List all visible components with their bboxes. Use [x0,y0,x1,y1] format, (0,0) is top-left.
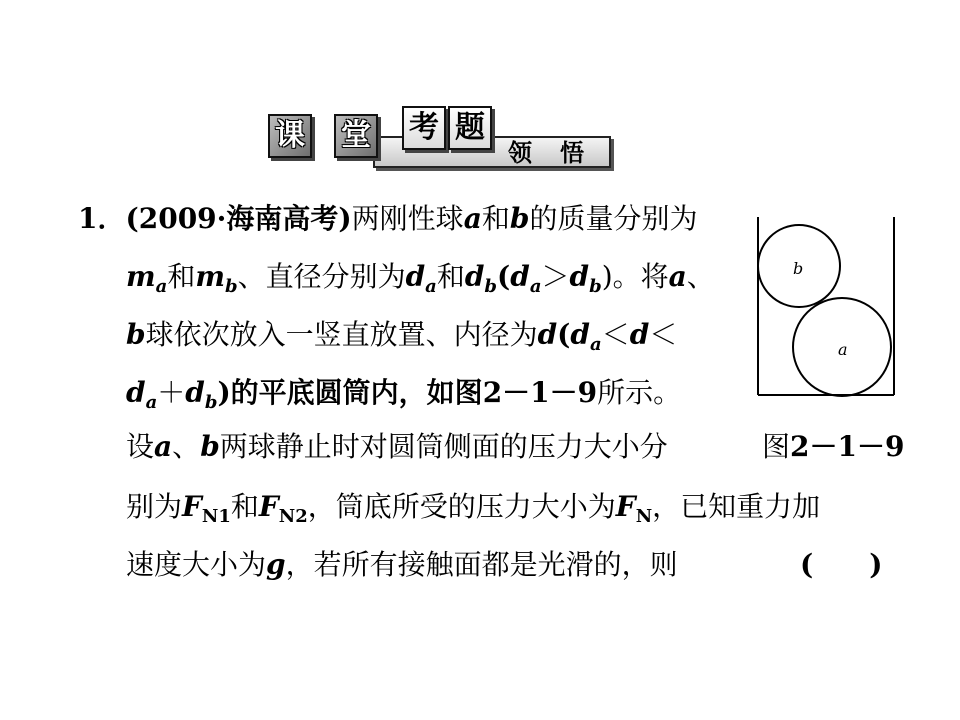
text: 的质量分别为 [529,202,698,235]
var-d: d [570,318,590,351]
text: 两刚性球 [351,202,464,235]
text: 、直径分别为 [237,260,406,293]
var-b: b [126,318,146,351]
figure-ref: 2－1－9 [482,376,598,409]
banner-tile-tang: 堂 [334,114,378,158]
answer-blank: ( ) [800,548,883,581]
var-d: d [537,318,558,351]
question-line-2 [126,260,715,297]
sub-a: a [529,276,542,297]
var-F: F [615,490,636,523]
var-d: d [464,260,485,293]
figure-caption [762,430,904,464]
var-d: d [629,318,650,351]
banner-tile-ke: 课 [268,114,312,158]
text: 和 [230,490,259,523]
text: )。将 [601,260,669,293]
sub-N: N [635,506,653,527]
paren: ( [557,318,571,351]
lt-sign: ＜ [601,318,630,351]
caption-prefix: 图 [762,430,791,463]
text: ，若所有接触面都是光滑的，则 [285,548,678,581]
banner-tile-ti: 题 [448,106,492,150]
var-d: d [126,376,146,409]
var-a: a [463,202,482,235]
question-line-4 [126,376,682,413]
var-d: d [510,260,530,293]
sub-a: a [155,276,168,297]
gt-sign: ＞ [541,260,570,293]
var-d: d [405,260,426,293]
var-b: b [200,430,220,463]
sub-a: a [590,334,602,355]
banner-tile-kao: 考 [402,106,446,150]
text: 设 [126,430,155,463]
plus-sign: ＋ [157,376,186,409]
sub-N1: N1 [201,506,231,527]
question-line-1 [78,202,697,236]
question-line-7 [126,548,678,582]
var-a: a [154,430,173,463]
sub-a: a [145,392,158,413]
banner-bar-wu: 悟 [560,138,584,167]
text: 、 [686,260,715,293]
text: 两球静止时对圆筒侧面的压力大小分 [219,430,668,463]
sub-b: b [224,276,238,297]
sub-a: a [425,276,437,297]
text: 和 [481,202,510,235]
var-F: F [258,490,279,523]
var-m: m [195,260,225,293]
text: )的平底圆筒内，如图 [217,376,483,409]
var-m: m [126,260,156,293]
cylinder-figure [755,214,897,398]
var-b: b [509,202,530,235]
question-number: 1． [78,202,126,235]
question-line-6 [126,490,821,527]
sub-b: b [204,392,218,413]
ball-b-label: b [793,259,804,278]
lt-sign: ＜ [649,318,678,351]
var-g: g [266,548,286,581]
text: ，筒底所受的压力大小为 [307,490,616,523]
question-line-5 [126,430,668,464]
question-line-3 [126,318,678,355]
text: 别为 [126,490,183,523]
var-F: F [182,490,202,523]
caption-number: 2－1－9 [790,430,905,463]
sub-b: b [589,276,602,297]
cylinder-outline [758,217,894,395]
text: 球依次放入一竖直放置、内径为 [145,318,538,351]
paren: ( [497,260,511,293]
text: 速度大小为 [126,548,267,581]
var-a: a [668,260,687,293]
var-d: d [185,376,205,409]
text: ，已知重力加 [652,490,821,523]
text: 所示。 [597,376,682,409]
text: 、 [172,430,201,463]
question-source: (2009·海南高考) [125,202,352,235]
sub-N2: N2 [278,506,308,527]
text: 和 [436,260,465,293]
text: 和 [167,260,196,293]
banner-bar-ling: 领 [508,138,532,167]
ball-a-label: a [838,340,848,359]
section-banner [268,106,613,172]
sub-b: b [484,276,498,297]
var-d: d [569,260,590,293]
